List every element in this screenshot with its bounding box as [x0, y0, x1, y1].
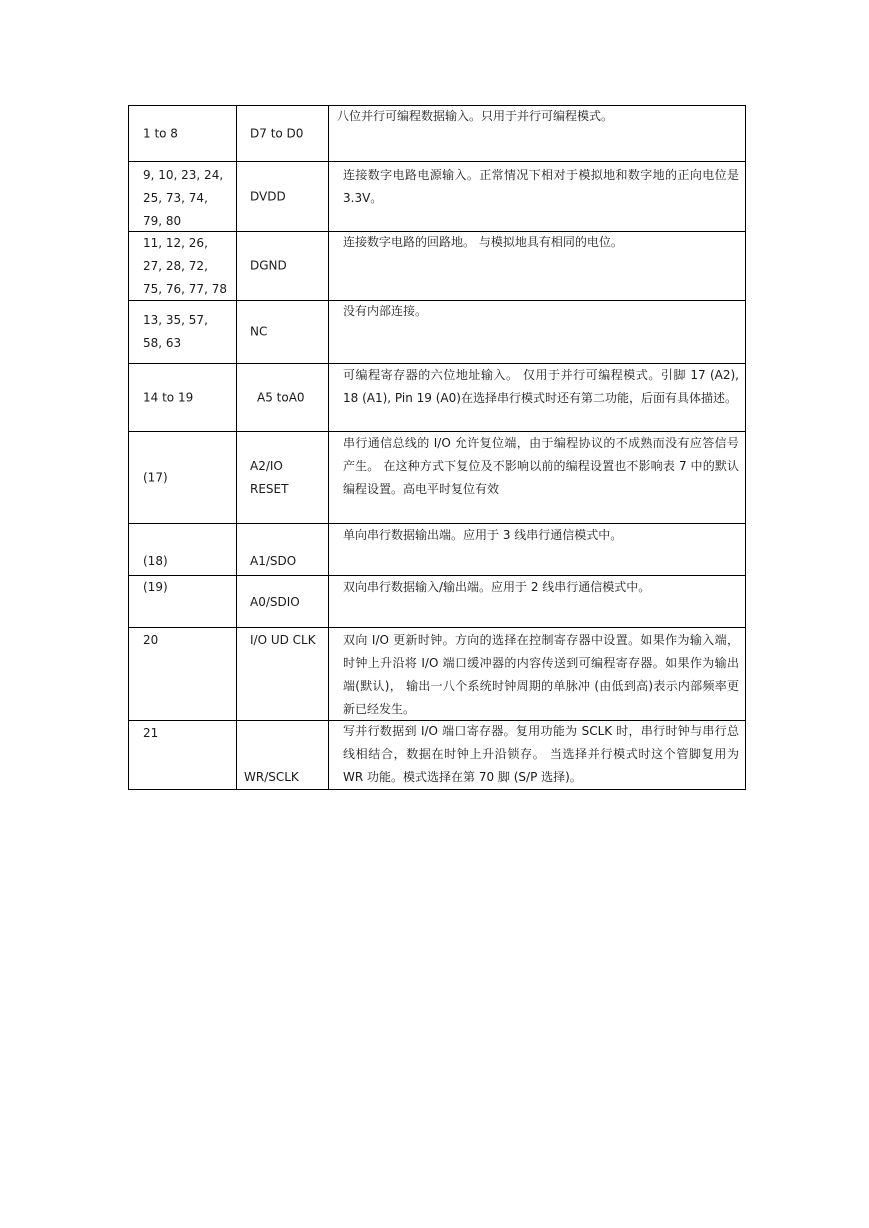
pin-description: 八位并行可编程数据输入。只用于并行可编程模式。 — [337, 109, 614, 123]
signal-name-cell — [237, 432, 329, 524]
description-cell — [329, 232, 746, 301]
pin-description: 连接数字电路的回路地。 与模拟地具有相同的电位。 — [343, 235, 623, 249]
description-cell — [329, 721, 746, 790]
pin-number-cell — [129, 432, 237, 524]
table-row — [129, 162, 746, 232]
pin-number-cell — [129, 162, 237, 232]
signal-name-cell — [237, 524, 329, 576]
description-cell — [329, 106, 746, 162]
pin-number: 21 — [143, 726, 159, 740]
pin-number-cell — [129, 301, 237, 364]
pin-number: (19) — [143, 580, 168, 594]
description-cell — [329, 432, 746, 524]
description-cell — [329, 364, 746, 432]
table-row — [129, 524, 746, 576]
pin-number: 11, 12, 26, 27, 28, 72, 75, 76, 77, 78 — [143, 236, 227, 296]
signal-name-cell — [237, 628, 329, 721]
pin-number-cell — [129, 106, 237, 162]
table-row — [129, 432, 746, 524]
signal-name-cell — [237, 301, 329, 364]
pin-description: 可编程寄存器的六位地址输入。 仅用于并行可编程模式。引脚 17 (A2), 18 (A1), Pin 19 (A0)在选择串行模式时还有第二功能，后面有具体描述。 — [343, 368, 739, 405]
pin-number-cell — [129, 364, 237, 432]
signal-name-cell — [237, 576, 329, 628]
description-cell — [329, 301, 746, 364]
table-row — [129, 232, 746, 301]
signal-name: A0/SDIO — [250, 595, 300, 609]
pin-number-cell — [129, 524, 237, 576]
pin-number: 9, 10, 23, 24, 25, 73, 74, 79, 80 — [143, 168, 224, 228]
pin-number: 13, 35, 57, 58, 63 — [143, 313, 208, 350]
pin-number: 14 to 19 — [143, 390, 194, 404]
pin-number: (17) — [143, 470, 168, 484]
signal-name: I/O UD CLK — [250, 633, 316, 647]
signal-name-cell — [237, 106, 329, 162]
table-row — [129, 106, 746, 162]
signal-name-cell — [237, 162, 329, 232]
pin-number: (18) — [143, 554, 168, 568]
description-cell — [329, 628, 746, 721]
pin-number-cell — [129, 576, 237, 628]
signal-name-cell — [237, 721, 329, 790]
table-row — [129, 628, 746, 721]
description-cell — [329, 576, 746, 628]
signal-name: A1/SDO — [250, 554, 297, 568]
pin-description-table — [128, 105, 746, 790]
pin-number: 20 — [143, 633, 159, 647]
pin-description: 单向串行数据输出端。应用于 3 线串行通信模式中。 — [343, 528, 623, 542]
pin-description: 连接数字电路电源输入。正常情况下相对于模拟地和数字地的正向电位是 3.3V。 — [343, 168, 739, 205]
signal-name: A5 toA0 — [257, 390, 305, 404]
pin-description: 没有内部连接。 — [343, 304, 428, 318]
table-row — [129, 576, 746, 628]
signal-name: DVDD — [250, 189, 286, 203]
table-row — [129, 301, 746, 364]
signal-name-cell — [237, 364, 329, 432]
pin-number-cell — [129, 628, 237, 721]
pin-number: 1 to 8 — [143, 126, 178, 140]
signal-name: A2/IO RESET — [250, 458, 289, 496]
table-row — [129, 364, 746, 432]
signal-name: NC — [250, 324, 268, 339]
pin-description: 串行通信总线的 I/O 允许复位端，由于编程协议的不成熟而没有应答信号产生。 在这种方式下复位及不影响以前的编程设置也不影响表 7 中的默认编程设置。高电平时复位有效 — [343, 436, 739, 496]
description-cell — [329, 162, 746, 232]
pin-description: 写并行数据到 I/O 端口寄存器。复用功能为 SCLK 时，串行时钟与串行总线相结合，数据在时钟上升沿锁存。 当选择并行模式时这个管脚复用为 WR 功能。模式选择在第 70 脚 (S/P 选择)。 — [343, 724, 739, 784]
pin-description: 双向 I/O 更新时钟。方向的选择在控制寄存器中设置。如果作为输入端， 时钟上升沿将 I/O 端口缓冲器的内容传送到可编程寄存器。如果作为输出端(默认)， 输出一八个系统时钟周期的单脉冲 (由低到高)表示内部频率更新已经发生。 — [343, 633, 739, 716]
table-row — [129, 721, 746, 790]
signal-name: WR/SCLK — [244, 770, 299, 784]
description-cell — [329, 524, 746, 576]
signal-name: D7 to D0 — [250, 126, 304, 140]
signal-name: DGND — [250, 258, 287, 273]
signal-name-cell — [237, 232, 329, 301]
pin-description: 双向串行数据输入/输出端。应用于 2 线串行通信模式中。 — [343, 580, 651, 594]
pin-number-cell — [129, 232, 237, 301]
pin-number-cell — [129, 721, 237, 790]
